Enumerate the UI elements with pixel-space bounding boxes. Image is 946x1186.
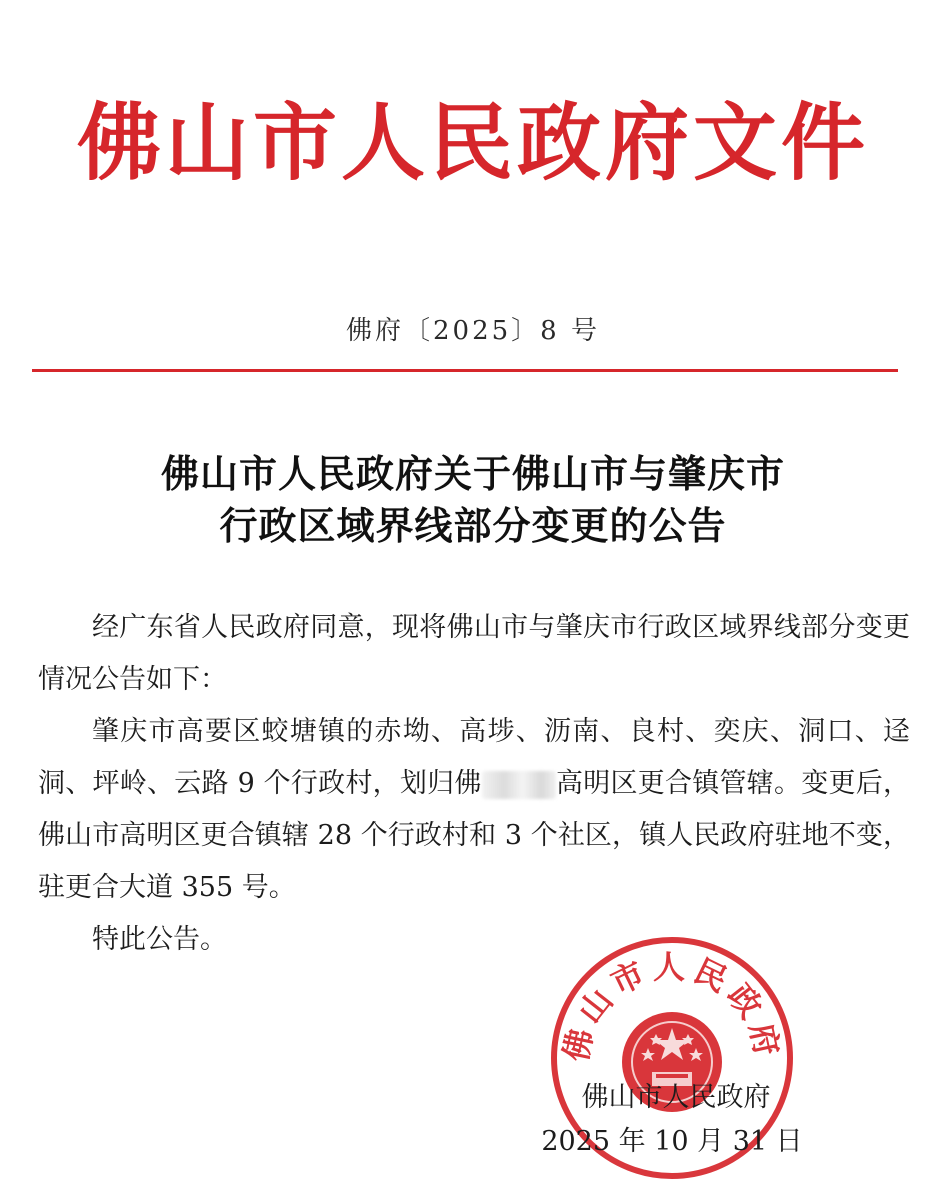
red-divider-line — [32, 369, 898, 372]
notice-title-line-2: 行政区域界线部分变更的公告 — [219, 504, 727, 548]
issue-date: 2025 年 10 月 31 日 — [541, 1126, 803, 1157]
notice-body — [38, 602, 910, 966]
closing-line: 特此公告。 — [92, 924, 227, 955]
body-paragraph-2-part-2: 高明区更合镇管辖。变更后，佛山市高明区更合镇辖 28 个行政村和 3 个社区，镇人民政府驻地不变，驻更合大道 355 号。 — [38, 768, 911, 903]
document-number: 佛府〔2025〕8 号 — [346, 316, 600, 346]
seal-text: 佛山市人民政府 — [556, 948, 788, 1065]
body-paragraph-2-part-1: 肇庆市高要区蛟塘镇的赤坳、高埗、沥南、良村、奕庆、洞口、迳洞、坪岭、云路 9 个行政村，划归佛 — [38, 716, 910, 799]
issuer-signature: 佛山市人民政府 — [581, 1082, 771, 1113]
body-paragraph-1: 经广东省人民政府同意，现将佛山市与肇庆市行政区域界线部分变更情况公告如下： — [38, 612, 910, 695]
body-paragraph-2 — [38, 706, 910, 914]
notice-title — [0, 448, 946, 552]
notice-title-line-1: 佛山市人民政府关于佛山市与肇庆市 — [160, 452, 785, 496]
document-issuer-header: 佛山市人民政府文件 — [76, 93, 869, 192]
blurred-redaction — [482, 771, 556, 799]
